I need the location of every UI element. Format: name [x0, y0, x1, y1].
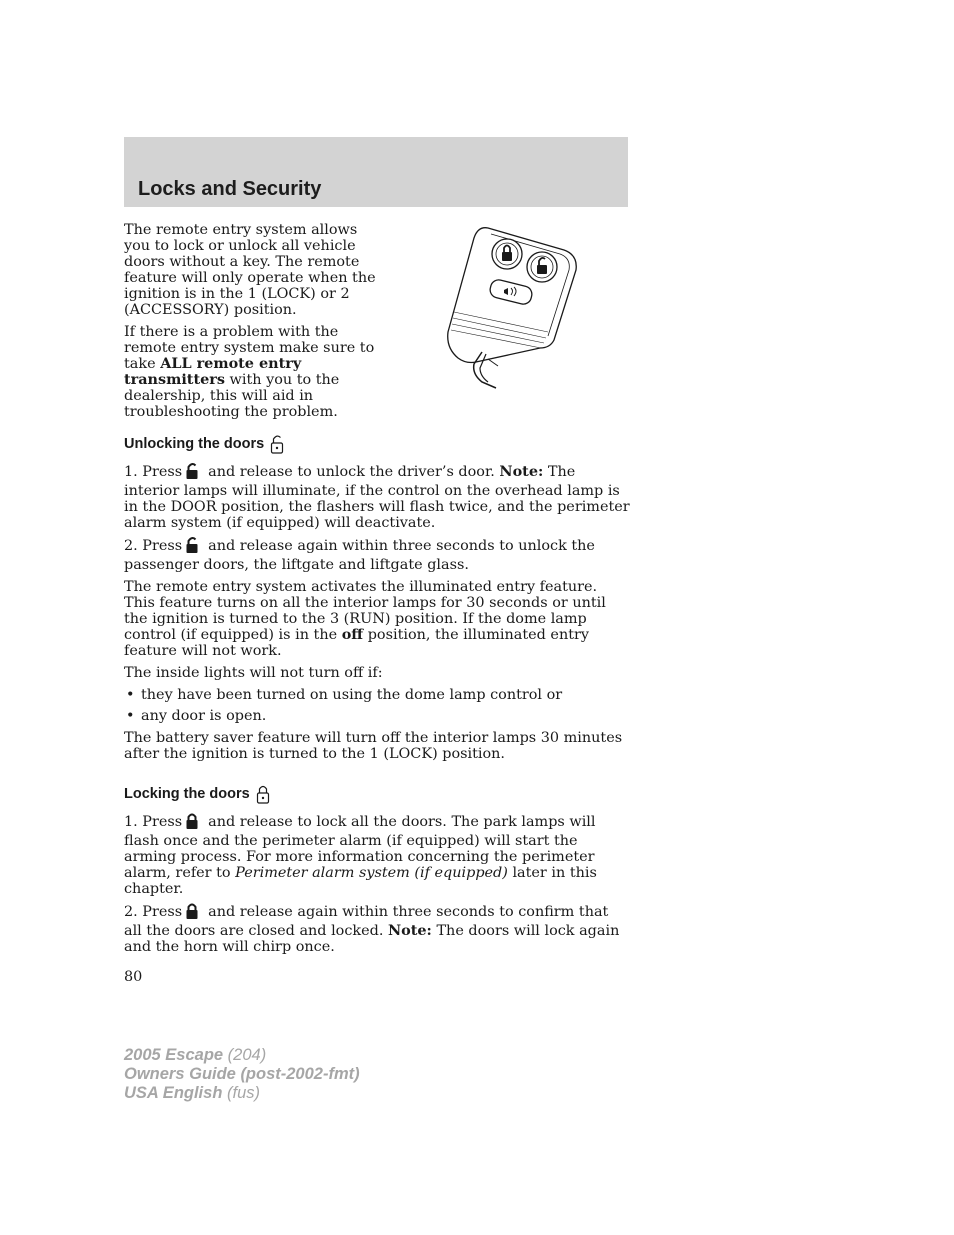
unlocking-heading: Unlocking the doors	[124, 434, 630, 454]
list-item: • any door is open.	[124, 708, 630, 724]
emphasis-off: off	[341, 626, 364, 643]
inside-lights-list	[124, 687, 630, 724]
intro-section	[124, 222, 384, 420]
illuminated-entry-paragraph: The remote entry system activates the illuminated entry feature. This feature turns on all the interior lamps for 30 seconds or until the ignition is turned to the 3 (RUN) position. If the dome lamp control (if equipped) is in the off position, the illuminated entry feature will not work.	[124, 579, 606, 659]
intro-paragraph-2: If there is a problem with the remote entry system make sure to take ALL remote entry transmitters with you to the dealership, this will aid in troubleshooting the problem.	[124, 324, 375, 420]
page-number: 80	[124, 969, 143, 985]
cross-reference: Perimeter alarm system (if equipped)	[235, 865, 508, 881]
unlock-step-1: 1. Press and release to unlock the driver’s door. Note: The interior lamps will illuminate, if the control on the overhead lamp is in the DOOR position, the flashers will flash twice, and the perimeter alarm system (if equipped) will deactivate.	[124, 463, 630, 531]
battery-saver-paragraph: The battery saver feature will turn off the interior lamps 30 minutes after the ignition is turned to the 1 (LOCK) position.	[124, 730, 623, 762]
intro-paragraph-1: The remote entry system allows you to lock or unlock all vehicle doors without a key. The remote feature will only operate when the ignition is in the 1 (LOCK) or 2 (ACCESSORY) position.	[124, 222, 376, 318]
unlock-step-2: 2. Press and release again within three seconds to unlock the passenger doors, the liftgate and liftgate glass.	[124, 538, 595, 573]
document-footer	[124, 1046, 360, 1103]
lock-step-2: 2. Press and release again within three seconds to confirm that all the doors are closed and locked. Note: The doors will lock again and the horn will chirp once.	[124, 904, 620, 955]
page-body	[124, 222, 630, 985]
section-header-band	[124, 137, 628, 207]
unlock-outline-icon	[270, 434, 284, 454]
locking-heading: Locking the doors	[124, 784, 630, 804]
note-label: Note:	[499, 463, 544, 480]
list-item: • they have been turned on using the dome lamp control or	[124, 687, 630, 703]
lock-step-1: 1. Press and release to lock all the doors. The park lamps will flash once and the perimeter alarm (if equipped) will start the arming process. For more information concerning the perimeter alarm, refer to Perimeter alarm system (if equipped) later in this chapter.	[124, 814, 597, 897]
inside-lights-paragraph: The inside lights will not turn off if:	[124, 665, 383, 681]
emphasis-transmitters: ALL remote entry transmitters	[124, 355, 302, 388]
lock-outline-icon	[256, 784, 270, 804]
unlock-padlock-icon	[186, 537, 198, 557]
lock-padlock-icon	[186, 903, 198, 923]
footer-line-3: USA English (fus)	[124, 1084, 260, 1102]
unlock-padlock-icon	[186, 463, 198, 483]
section-title: Locks and Security	[138, 178, 322, 200]
lock-padlock-icon	[186, 813, 198, 833]
note-label: Note:	[388, 922, 432, 939]
footer-line-2: Owners Guide (post-2002-fmt)	[124, 1065, 360, 1083]
footer-line-1: 2005 Escape (204)	[124, 1046, 267, 1064]
